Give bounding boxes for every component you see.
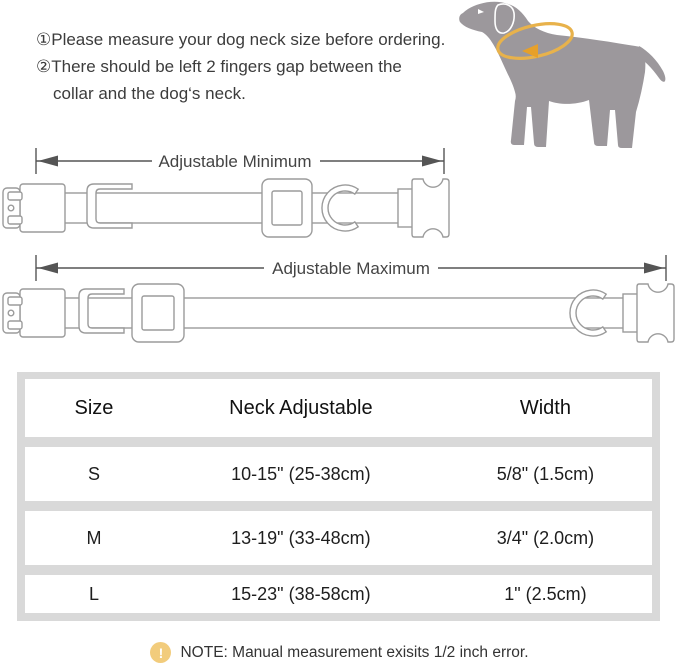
header-width: Width <box>519 396 571 419</box>
cell-size: M <box>86 527 102 548</box>
table-row-l <box>25 575 652 613</box>
buckle-female-body <box>20 184 65 232</box>
arrowhead-right-icon <box>422 156 442 167</box>
cell-size: S <box>87 463 100 484</box>
header-size: Size <box>74 396 114 419</box>
slider-outer <box>262 179 312 237</box>
buckle-male <box>623 284 674 342</box>
header-neck-adjustable: Neck Adjustable <box>229 396 373 419</box>
instruction-line-1: ①Please measure your dog neck size before ordering. <box>36 30 446 49</box>
buckle-male-body <box>637 284 674 342</box>
size-table-header-row <box>25 379 652 437</box>
tri-glide-slider <box>132 284 184 342</box>
adjustable-maximum-label: Adjustable Maximum <box>272 259 430 278</box>
cell-neck: 10-15" (25-38cm) <box>231 463 371 484</box>
collar-maximum-diagram <box>0 279 679 347</box>
instruction-line-3: collar and the dog‘s neck. <box>53 84 246 103</box>
buckle-female <box>3 289 65 337</box>
note-text: NOTE: Manual measurement exisits 1/2 inch error. <box>180 643 529 661</box>
adjustable-minimum-dimension <box>0 146 450 176</box>
slider-outer <box>132 284 184 342</box>
arrowhead-left-icon <box>38 156 58 167</box>
dog-illustration <box>452 0 676 155</box>
cell-width: 3/4" (2.0cm) <box>496 527 595 548</box>
buckle-female-body <box>20 289 65 337</box>
tri-glide-slider <box>262 179 312 237</box>
buckle-male-body <box>412 179 449 237</box>
measuring-instructions <box>36 26 460 107</box>
instruction-line-2: ②There should be left 2 fingers gap between the <box>36 57 402 76</box>
table-row-s <box>25 447 652 501</box>
size-table <box>17 372 660 621</box>
cell-neck: 13-19" (33-48cm) <box>231 527 371 548</box>
measurement-note <box>0 642 679 663</box>
cell-width: 1" (2.5cm) <box>504 583 587 604</box>
buckle-tab-top <box>8 192 22 200</box>
collar-strap <box>40 298 640 328</box>
buckle-male <box>398 179 449 237</box>
arrowhead-left-icon <box>38 263 58 274</box>
adjustable-minimum-label: Adjustable Minimum <box>158 152 312 171</box>
table-row-m <box>25 511 652 565</box>
collar-minimum-diagram <box>0 174 452 242</box>
arrowhead-right-icon <box>644 263 664 274</box>
exclamation-icon: ! <box>150 642 171 663</box>
cell-neck: 15-23" (38-58cm) <box>231 583 371 604</box>
cell-size: L <box>88 583 99 604</box>
cell-width: 5/8" (1.5cm) <box>496 463 595 484</box>
buckle-tab-bottom <box>8 216 22 224</box>
buckle-female <box>3 184 65 232</box>
buckle-tab-top <box>8 297 22 305</box>
buckle-tab-bottom <box>8 321 22 329</box>
